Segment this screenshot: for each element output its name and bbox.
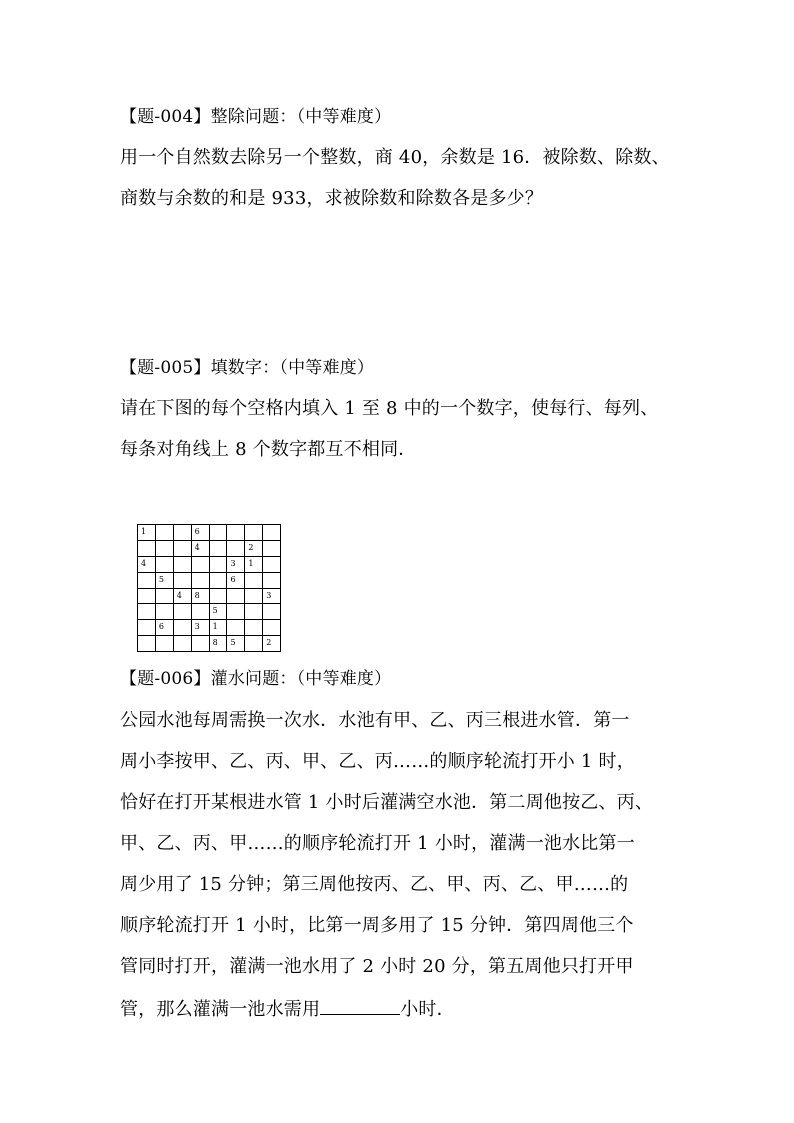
grid-cell-value <box>263 578 266 580</box>
grid-cell-value <box>174 578 177 580</box>
grid-cell-value: 5 <box>230 638 236 648</box>
grid-cell <box>227 588 245 604</box>
grid-cell-value: 2 <box>248 542 254 552</box>
grid-cell <box>245 604 263 620</box>
grid-cell <box>155 636 173 652</box>
grid-cell <box>227 572 245 588</box>
grid-cell <box>138 525 156 541</box>
grid-cell <box>173 604 191 620</box>
question-005-line-1: 请在下图的每个空格内填入 1 至 8 中的一个数字，使每行、每列、 <box>120 398 659 419</box>
grid-cell-value: 5 <box>158 574 164 584</box>
grid-cell-value <box>138 546 141 548</box>
grid-cell <box>227 620 245 636</box>
question-006-line-8 <box>120 996 455 1022</box>
grid-cell <box>191 620 209 636</box>
grid-cell <box>263 572 281 588</box>
grid-cell <box>155 540 173 556</box>
grid-cell-value: 8 <box>212 638 218 648</box>
grid-cell-value: 5 <box>212 606 218 616</box>
grid-cell <box>191 604 209 620</box>
grid-cell <box>191 588 209 604</box>
grid-cell <box>138 540 156 556</box>
grid-cell <box>209 636 227 652</box>
grid-cell-value <box>210 546 213 548</box>
grid-cell <box>263 540 281 556</box>
grid-cell <box>263 636 281 652</box>
grid-cell <box>191 636 209 652</box>
grid-cell <box>209 525 227 541</box>
grid-cell-value <box>156 546 159 548</box>
grid-cell <box>138 620 156 636</box>
grid-cell-value: 8 <box>194 590 200 600</box>
grid-cell-value <box>245 641 248 643</box>
grid-cell-value <box>138 578 141 580</box>
grid-cell-value <box>263 530 266 532</box>
grid-cell-value: 6 <box>230 574 236 584</box>
grid-cell-value: 4 <box>141 558 147 568</box>
grid-cell-value: 2 <box>266 638 272 648</box>
grid-cell-value: 3 <box>194 622 200 632</box>
question-004-line-1: 用一个自然数去除另一个整数，商 40，余数是 16．被除数、除数、 <box>120 147 670 168</box>
grid-cell-value <box>263 625 266 627</box>
grid-cell-value <box>227 594 230 596</box>
grid-cell-value: 6 <box>194 527 200 536</box>
grid-cell <box>263 588 281 604</box>
grid-cell-value <box>263 546 266 548</box>
grid-cell-value <box>192 562 195 564</box>
grid-cell-value <box>138 594 141 596</box>
grid-cell-value <box>156 609 159 611</box>
grid-row <box>138 604 281 620</box>
grid-cell <box>245 556 263 572</box>
grid-cell <box>209 572 227 588</box>
question-006-line-2: 周小李按甲、乙、丙、甲、乙、丙……的顺序轮流打开小 1 时， <box>120 751 635 772</box>
grid-cell <box>209 556 227 572</box>
grid-cell <box>263 604 281 620</box>
answer-blank[interactable] <box>320 996 400 1015</box>
grid-cell-value: 3 <box>230 558 236 568</box>
grid-cell <box>191 572 209 588</box>
grid-row <box>138 525 281 541</box>
grid-cell <box>263 556 281 572</box>
grid-cell-value: 4 <box>176 590 182 600</box>
question-006-line-1: 公园水池每周需换一次水．水池有甲、乙、丙三根进水管．第一 <box>120 710 630 731</box>
grid-cell-value <box>210 562 213 564</box>
question-006-line-8-after: 小时． <box>400 999 455 1020</box>
question-006-line-5: 周少用了 15 分钟；第三周他按丙、乙、甲、丙、乙、甲……的 <box>120 874 629 895</box>
grid-cell <box>245 588 263 604</box>
grid-cell-value <box>263 609 266 611</box>
grid-cell <box>173 525 191 541</box>
grid-cell-value: 1 <box>212 622 218 632</box>
grid-cell-value <box>156 530 159 532</box>
grid-cell <box>209 588 227 604</box>
grid-cell-value <box>156 562 159 564</box>
grid-cell <box>138 572 156 588</box>
grid-cell-value <box>227 530 230 532</box>
grid-cell-value: 4 <box>194 542 200 552</box>
grid-cell <box>138 588 156 604</box>
question-005-line-2: 每条对角线上 8 个数字都互不相同． <box>120 439 417 460</box>
grid-cell <box>227 636 245 652</box>
grid-cell <box>245 525 263 541</box>
grid-cell <box>245 636 263 652</box>
grid-cell <box>155 620 173 636</box>
grid-cell <box>191 525 209 541</box>
grid-cell-value <box>192 641 195 643</box>
grid-cell <box>155 525 173 541</box>
grid-cell-value <box>138 609 141 611</box>
grid-cell <box>245 572 263 588</box>
grid-cell-value: 6 <box>158 622 164 632</box>
question-004-line-2: 商数与余数的和是 933，求被除数和除数各是多少？ <box>120 188 544 209</box>
grid-cell-value <box>174 562 177 564</box>
grid-cell-value <box>174 641 177 643</box>
grid-cell <box>227 556 245 572</box>
grid-cell-value <box>174 546 177 548</box>
grid-cell <box>173 588 191 604</box>
grid-cell-value <box>263 562 266 564</box>
grid-row <box>138 572 281 588</box>
grid-cell <box>173 620 191 636</box>
grid-cell <box>245 540 263 556</box>
grid-cell <box>155 604 173 620</box>
question-006-line-7: 管同时打开，灌满一池水用了 2 小时 20 分，第五周他只打开甲 <box>120 956 634 977</box>
grid-cell-value: 1 <box>141 527 147 536</box>
grid-row <box>138 588 281 604</box>
grid-cell <box>209 604 227 620</box>
grid-cell-value <box>192 609 195 611</box>
grid-cell <box>138 604 156 620</box>
grid-cell-value: 3 <box>266 590 272 600</box>
grid-cell-value <box>174 530 177 532</box>
grid-cell <box>209 620 227 636</box>
grid-cell-value <box>245 594 248 596</box>
grid-cell-value <box>174 609 177 611</box>
grid-row <box>138 636 281 652</box>
question-005-heading: 【题-005】填数字：（中等难度） <box>120 358 375 378</box>
grid-cell-value <box>210 578 213 580</box>
grid-row <box>138 620 281 636</box>
grid-cell-value <box>227 609 230 611</box>
grid-cell-value <box>227 625 230 627</box>
question-006-line-8-before: 管，那么灌满一池水需用 <box>120 999 321 1020</box>
grid-cell <box>263 620 281 636</box>
grid-cell <box>173 636 191 652</box>
grid-cell-value <box>210 594 213 596</box>
grid-cell <box>191 556 209 572</box>
grid-cell <box>173 540 191 556</box>
grid-cell <box>173 556 191 572</box>
grid-cell <box>245 620 263 636</box>
grid-cell-value <box>138 625 141 627</box>
grid-cell-value <box>174 625 177 627</box>
grid-cell-value <box>245 578 248 580</box>
grid-cell <box>209 540 227 556</box>
grid-cell-value: 1 <box>248 558 254 568</box>
grid-cell <box>155 588 173 604</box>
grid-cell <box>227 540 245 556</box>
grid-row <box>138 540 281 556</box>
grid-cell-value <box>138 641 141 643</box>
grid-cell <box>191 540 209 556</box>
grid-cell-value <box>245 625 248 627</box>
grid-cell <box>155 572 173 588</box>
grid-cell <box>155 556 173 572</box>
grid-cell-value <box>227 546 230 548</box>
question-006-line-3: 恰好在打开某根进水管 1 小时后灌满空水池．第二周他按乙、丙、 <box>120 792 654 813</box>
number-grid <box>137 524 281 652</box>
grid-cell <box>227 604 245 620</box>
grid-cell <box>173 572 191 588</box>
grid-cell <box>138 556 156 572</box>
grid-cell-value <box>210 530 213 532</box>
grid-row <box>138 556 281 572</box>
question-006-heading: 【题-006】灌水问题：（中等难度） <box>120 669 392 689</box>
grid-cell-value <box>156 641 159 643</box>
question-006-line-4: 甲、乙、丙、甲……的顺序轮流打开 1 小时，灌满一池水比第一 <box>120 833 635 854</box>
grid-cell-value <box>245 530 248 532</box>
grid-cell-value <box>245 609 248 611</box>
grid-cell <box>227 525 245 541</box>
grid-cell <box>263 525 281 541</box>
grid-cell-value <box>192 578 195 580</box>
question-006-line-6: 顺序轮流打开 1 小时，比第一周多用了 15 分钟．第四周他三个 <box>120 915 634 936</box>
question-004-heading: 【题-004】整除问题：（中等难度） <box>120 107 392 127</box>
grid-cell-value <box>156 594 159 596</box>
grid-cell <box>138 636 156 652</box>
